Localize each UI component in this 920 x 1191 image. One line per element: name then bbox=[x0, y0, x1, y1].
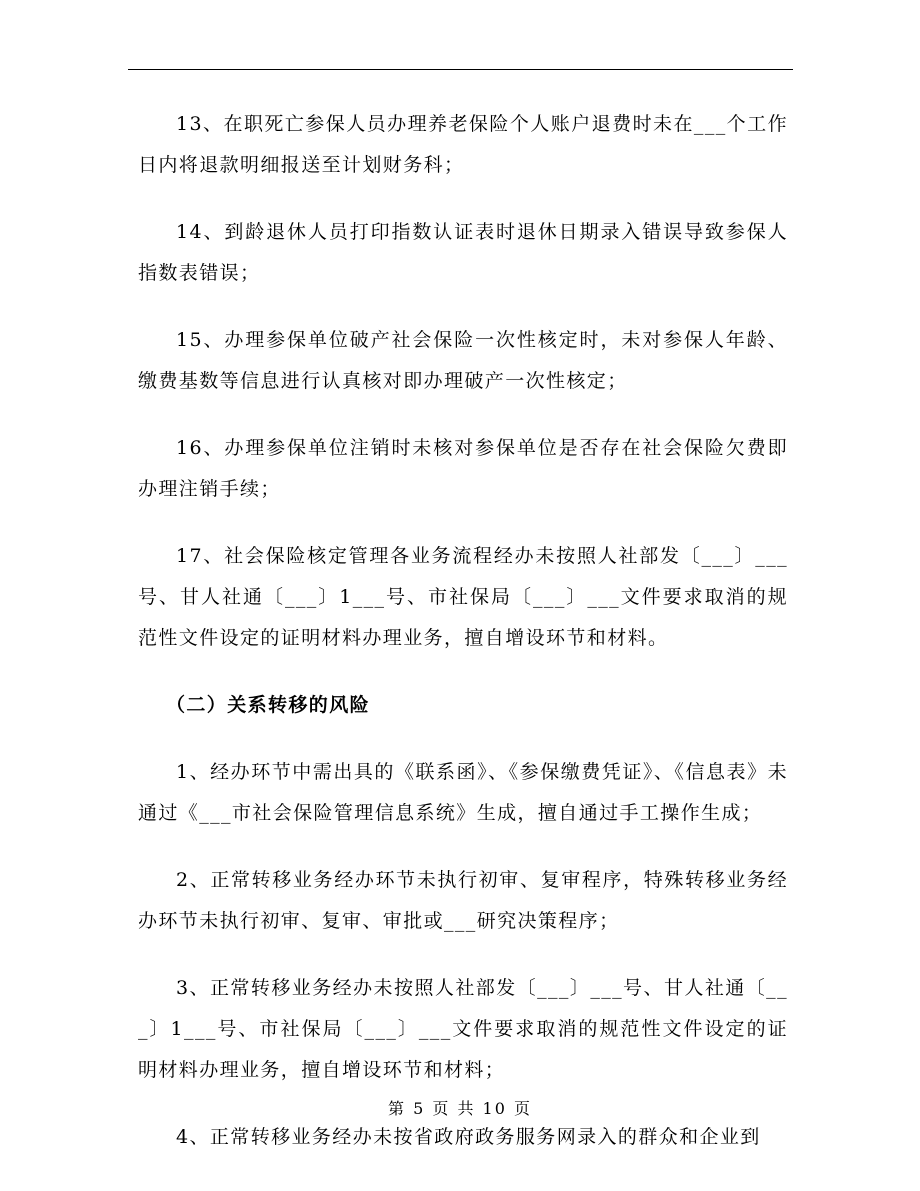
section-paragraph-2: 2、正常转移业务经办环节未执行初审、复审程序，特殊转移业务经办环节未执行初审、复审、审批或___研究决策程序； bbox=[138, 869, 788, 932]
section-paragraph-3: 3、正常转移业务经办未按照人社部发〔___〕___号、甘人社通〔___〕1___号、市社保局〔___〕___文件要求取消的规范性文件设定的证明材料办理业务，擅自增设环节和材料； bbox=[138, 977, 788, 1081]
paragraph-14: 14、到龄退休人员打印指数认证表时退休日期录入错误导致参保人指数表错误； bbox=[138, 221, 788, 284]
section-paragraph-1: 1、经办环节中需出具的《联系函》、《参保缴费凭证》、《信息表》未通过《___市社会保险管理信息系统》生成，擅自通过手工操作生成； bbox=[138, 761, 788, 824]
section-paragraph-4: 4、正常转移业务经办未按省政府政务服务网录入的群众和企业到 bbox=[176, 1126, 761, 1148]
paragraph-16: 16、办理参保单位注销时未核对参保单位是否存在社会保险欠费即办理注销手续； bbox=[138, 437, 788, 500]
page-number-footer: 第 5 页 共 10 页 bbox=[388, 1099, 532, 1118]
header-rule bbox=[128, 69, 793, 70]
document-body bbox=[138, 104, 788, 1184]
paragraph-15: 15、办理参保单位破产社会保险一次性核定时，未对参保人年龄、缴费基数等信息进行认真核对即办理破产一次性核定； bbox=[138, 329, 788, 392]
paragraph-17: 17、社会保险核定管理各业务流程经办未按照人社部发〔___〕___号、甘人社通〔___〕1___号、市社保局〔___〕___文件要求取消的规范性文件设定的证明材料办理业务，擅自增设环节和材料。 bbox=[138, 545, 788, 649]
paragraph-13: 13、在职死亡参保人员办理养老保险个人账户退费时未在___个工作日内将退款明细报送至计划财务科； bbox=[138, 113, 788, 176]
section-heading: （二）关系转移的风险 bbox=[166, 694, 371, 716]
